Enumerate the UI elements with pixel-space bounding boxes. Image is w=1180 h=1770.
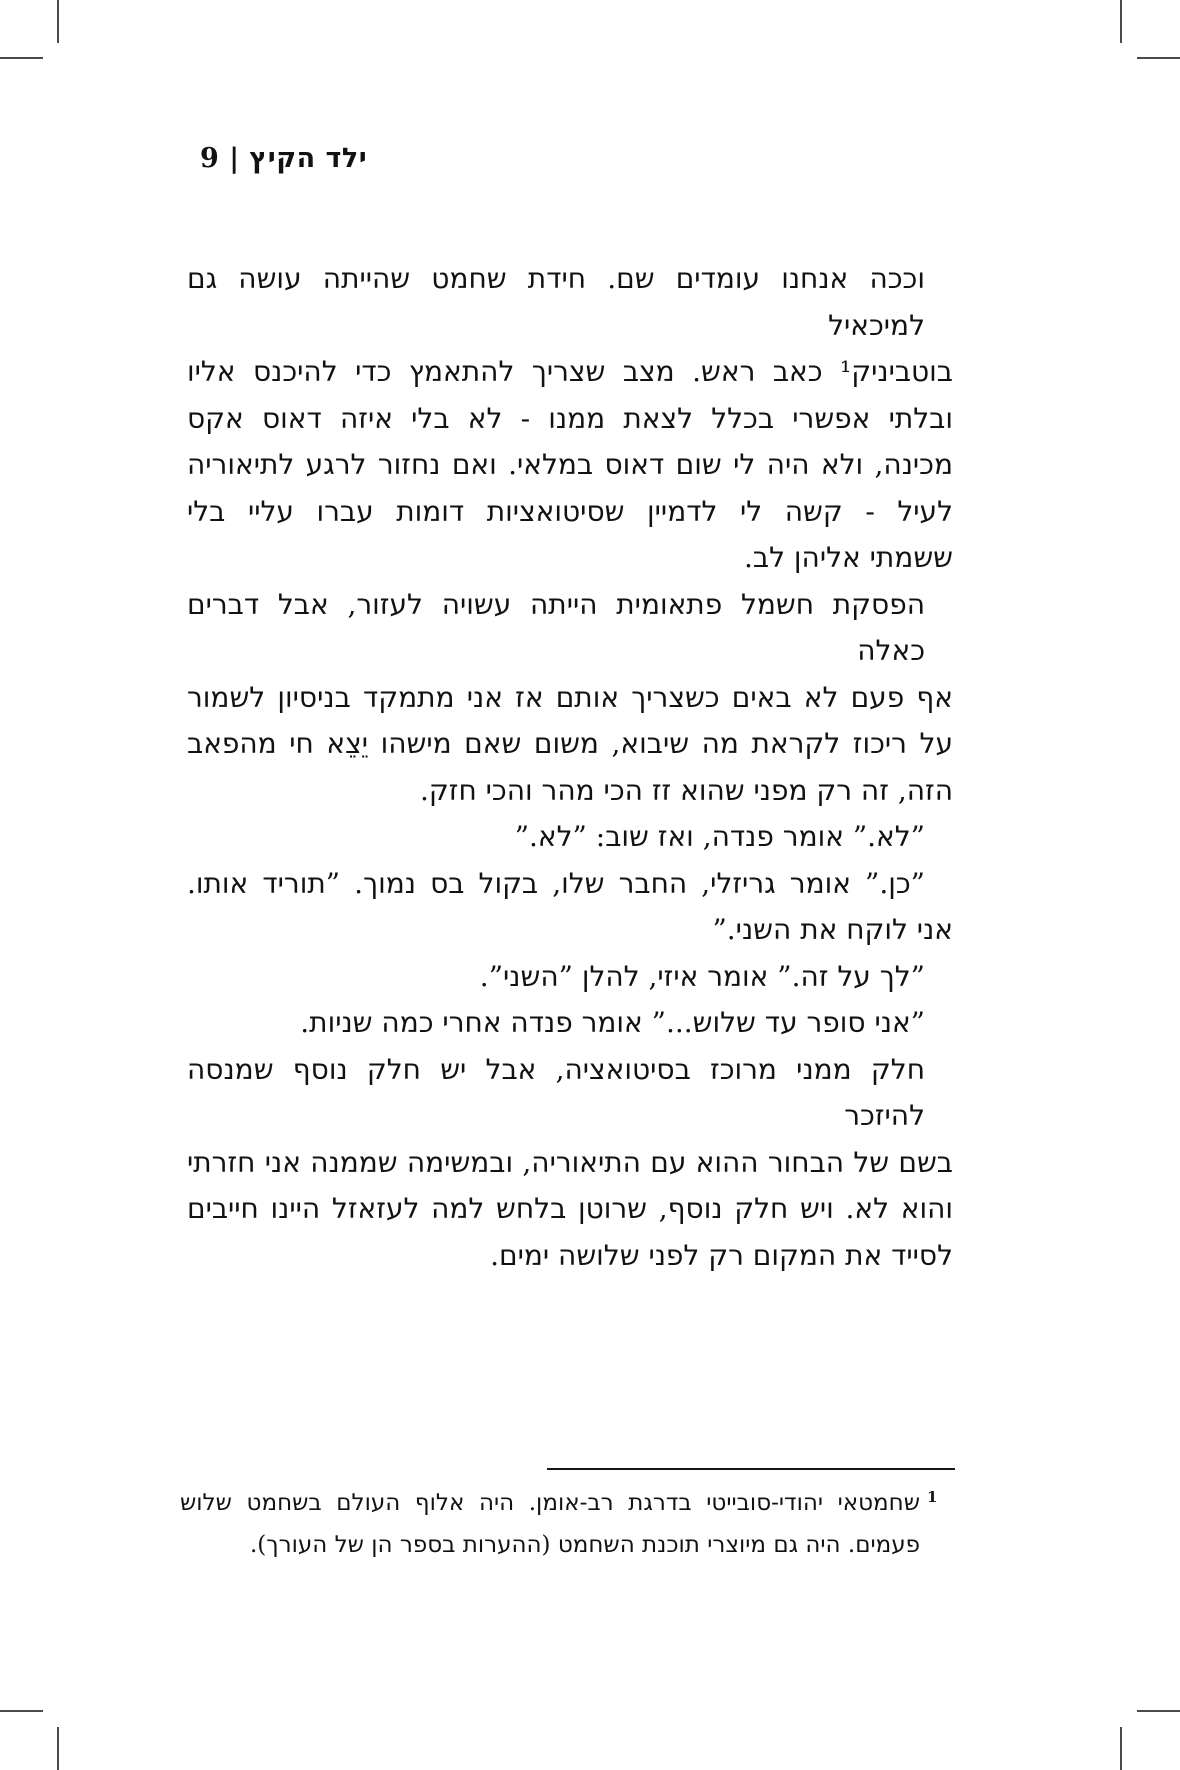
- body-line: לעיל - קשה לי לדמיין שסיטואציות דומות עברו עליי בלי: [187, 494, 953, 528]
- trim-mark-top-left-vertical: [57, 0, 59, 43]
- body-line: ”לא.” אומר פנדה, ואז שוב: ”לא.”: [514, 820, 925, 853]
- body-line: חלק ממני מרוכז בסיטואציה, אבל יש חלק נוסף שמנסה להיזכר: [187, 1052, 925, 1132]
- body-line: הזה, זה רק מפני שהוא זז הכי מהר והכי חזק.: [420, 773, 953, 807]
- body-line: הפסקת חשמל פתאומית הייתה עשויה לעזור, אבל דברים כאלה: [187, 587, 925, 667]
- body-text: [187, 256, 953, 1279]
- trim-mark-top-left-horizontal: [0, 57, 43, 59]
- trim-mark-top-right-vertical: [1120, 0, 1122, 43]
- body-line: ”לך על זה.” אומר איזי, להלן ”השני”.: [479, 959, 925, 993]
- body-line: ”כן.” אומר גריזלי, החבר שלו, בקול בס נמוך. ”תוריד אותו.: [187, 866, 925, 900]
- body-line: ששמתי אליהן לב.: [744, 541, 953, 574]
- body-line: בשם של הבחור ההוא עם התיאוריה, ובמשימה שממנה אני חזרתי: [187, 1145, 953, 1179]
- trim-mark-top-right-horizontal: [1137, 57, 1180, 59]
- body-line: אני לוקח את השני.”: [712, 913, 953, 946]
- body-line: אף פעם לא באים כשצריך אותם אז אני מתמקד בניסיון לשמור: [187, 680, 953, 714]
- footnote-marker: 1: [927, 1488, 938, 1506]
- body-line: וככה אנחנו עומדים שם. חידת שחמט שהייתה עושה גם למיכאיל: [187, 262, 925, 342]
- trim-mark-bottom-right-vertical: [1120, 1727, 1122, 1770]
- footnote-line: פעמים. היה גם מיוצרי תוכנת השחמט (ההערות בספר הן של העורך).: [249, 1532, 920, 1558]
- trim-mark-bottom-right-horizontal: [1137, 1710, 1180, 1712]
- body-line: על ריכוז לקראת מה שיבוא, משום שאם מישהו יֵצֵא חי מהפאב: [187, 727, 953, 760]
- trim-mark-bottom-left-horizontal: [0, 1710, 43, 1712]
- body-line: והוא לא. ויש חלק נוסף, שרוטן בלחש למה לעזאזל היינו חייבים: [187, 1192, 953, 1225]
- trim-mark-bottom-left-vertical: [57, 1727, 59, 1770]
- footnote-text: [180, 1482, 920, 1566]
- body-line: ”אני סופר עד שלוש...” אומר פנדה אחרי כמה שניות.: [300, 1006, 925, 1039]
- body-line: מכינה, ולא היה לי שום דאוס במלאי. ואם נחזור לרגע לתיאוריה: [187, 448, 953, 481]
- body-line: לסייד את המקום רק לפני שלושה ימים.: [490, 1238, 953, 1272]
- body-line: ובלתי אפשרי בכלל לצאת ממנו - לא בלי איזה דאוס אקס: [187, 401, 953, 435]
- footnote-line: שחמטאי יהודי-סובייטי בדרגת רב-אומן. היה אלוף העולם בשחמט שלוש: [180, 1490, 920, 1516]
- footnote-rule: [547, 1468, 955, 1470]
- body-line: בוטביניק¹ כאב ראש. מצב שצריך להתאמץ כדי להיכנס אליו: [187, 355, 953, 388]
- running-head: ילד הקיץ | 9: [200, 143, 368, 174]
